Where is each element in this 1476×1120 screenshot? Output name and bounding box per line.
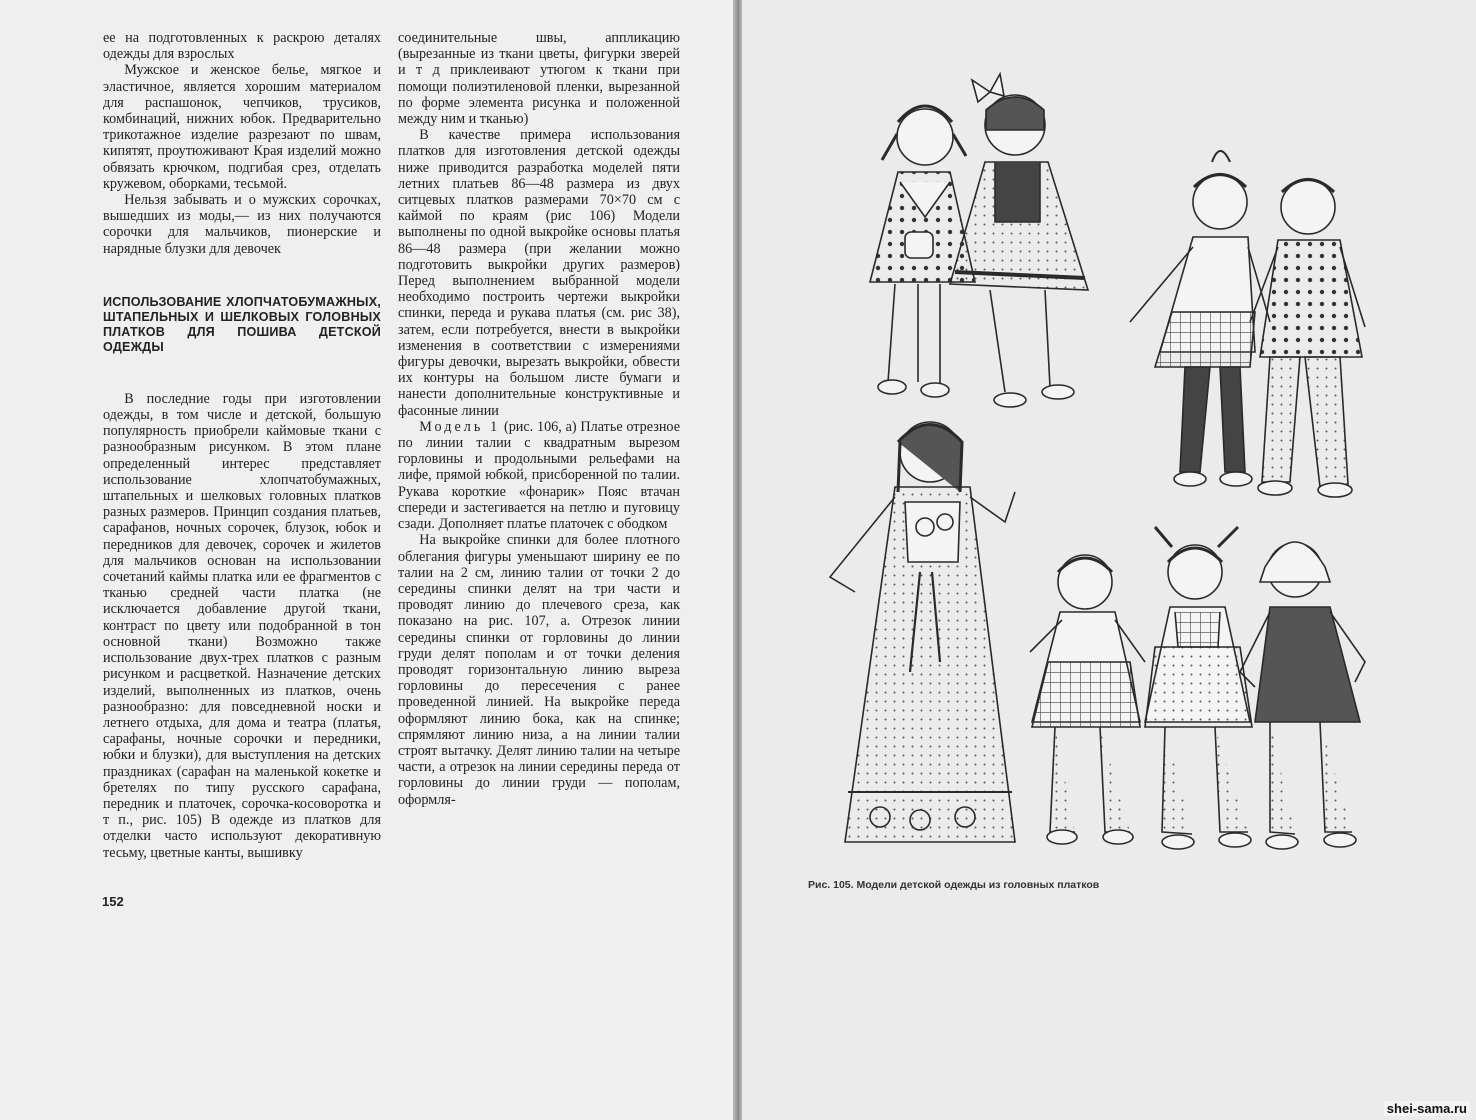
paragraph: ее на подготовленных к раскрою деталях одежды для взрослых bbox=[103, 30, 381, 63]
paragraph: соединительные швы, аппликацию (вырезанные из ткани цветы, фигурки зверей и т д приклеивают утюгом к ткани при помощи полиэтиленовой пленки, вырезанной по форме элемента рисунка и положенной между ним и тканью) bbox=[398, 30, 680, 128]
paragraph: Нельзя забывать и о мужских сорочках, вышедших из моды,— из них получаются сорочки для мальчиков, пионерские и нарядные блузки для девочек bbox=[103, 192, 381, 257]
left-page bbox=[0, 0, 735, 1120]
section-heading: ИСПОЛЬЗОВАНИЕ ХЛОПЧАТОБУМАЖНЫХ, ШТАПЕЛЬНЫХ И ШЕЛКОВЫХ ГОЛОВНЫХ ПЛАТКОВ ДЛЯ ПОШИВА ДЕТСКОЙ ОДЕЖДЫ bbox=[103, 294, 381, 354]
paragraph: Мужское и женское белье, мягкое и эластичное, является хорошим материалом для распашонок, чепчиков, трусиков, комбинаций, нижних юбок. Предварительно трикотажное изделие разрезают по швам, кипятят, проутюживают Края изделий можно обвязать крючком, подгибая срез, отделать кружевом, оборками, тесьмой. bbox=[103, 62, 381, 192]
figure-girl-patterned-apron bbox=[1145, 527, 1252, 849]
text-column-1 bbox=[103, 30, 381, 861]
model-label: Модель 1 bbox=[419, 418, 501, 435]
text-column-2 bbox=[398, 30, 680, 808]
figure-girl-bow bbox=[950, 74, 1088, 407]
figure-boy-shirt bbox=[1250, 180, 1365, 498]
figure-girl-kerchief bbox=[1240, 542, 1365, 849]
figure-girl-long-dress bbox=[830, 422, 1015, 842]
paragraph: На выкройке спинки для более плотного облегания фигуры уменьшают ширину ее по талии на 2 см, линию талии от точки 2 до середины спинки делят на три части и проводят линию до плечевого среза, как показано на рис. 107, а. Отрезок линии середины спинки от горловины до линии груди делят пополам и от точки деления проводят горизонтальную линию выреза горловины до пересечения с ранее проведенной линией. На выкройке переда оформляют линию бока, как на спинке; спрямляют линию низа, а на линии талии строят вытачку. Делят линию талии на четыре части, а отрезок на линии середины переда от горловины до линии груди — пополам, оформля- bbox=[398, 532, 680, 808]
children-clothing-illustration bbox=[800, 22, 1380, 872]
watermark: shei-sama.ru bbox=[1384, 1101, 1470, 1116]
paragraph-text: (рис. 106, а) Платье отрезное по линии талии с квадратным вырезом горловины и продольными рельефами на лифе, прямой юбкой, присборенной по талии. Рукава короткие «фонарик» Пояс втачан спереди и застегивается на петлю и пуговицу сзади. Дополняет платье платочек с ободком bbox=[398, 418, 681, 533]
page-number: 152 bbox=[102, 894, 124, 909]
figure-girl-checked-apron bbox=[1030, 555, 1145, 844]
figure-girl-apron bbox=[1130, 151, 1270, 486]
figure-caption: Рис. 105. Модели детской одежды из головных платков bbox=[808, 879, 1100, 891]
paragraph: В последние годы при изготовлении одежды, в том числе и детской, большую популярность приобрели каймовые ткани с разнообразным рисунком. В этом плане определенный интерес представляет использование хлопчатобумажных, штапельных и шелковых головных платков разных размеров. Принцип создания платьев, сарафанов, ночных сорочек, блузок, юбок и передников для девочек, сорочек и жилетов для мальчиков основан на использовании сочетаний каймы платка или ее фрагментов с тканью средней части платка (не исключается добавление другой ткани, контраст по цвету или подобранной в тон основной ткани) Возможно также использование двух-трех платков с разным рисунком и расцветкой. Назначение детских изделий, выполненных из платков, очень разнообразно: для повседневной носки и летнего отдыха, для дома и театра (платья, сарафаны, ночные сорочки и передники, юбки и блузки), для выступления на детских праздниках (сарафан на маленькой кокетке и бретелях по типу русского сарафана, передник и платочек, сорочка-косоворотка и т п., рис. 105) В одежде из платков для отделки часто используют декоративную тесьму, цветные канты, вышивку bbox=[103, 390, 381, 861]
paragraph: В качестве примера использования платков для изготовления детской одежды ниже приводится разработка моделей пяти летних платьев 86—48 размера из двух ситцевых платков размерами 70×70 см с каймой по краям (рис 106) Модели выполнены по одной выкройке основы платья 86—48 размера (при желании можно подготовить выкройки других размеров) Перед выполнением выбранной модели необходимо построить чертежи выкройки спинки, переда и рукава платья (см. рис 38), затем, если потребуется, внести в выкройки изменения в соответствии с измерениями фигуры девочки, вырезать выкройки, обвести их контуры на большом листе бумаги и нанести дополнительные конструктивные и фасонные линии bbox=[398, 127, 680, 419]
paragraph bbox=[398, 419, 680, 532]
